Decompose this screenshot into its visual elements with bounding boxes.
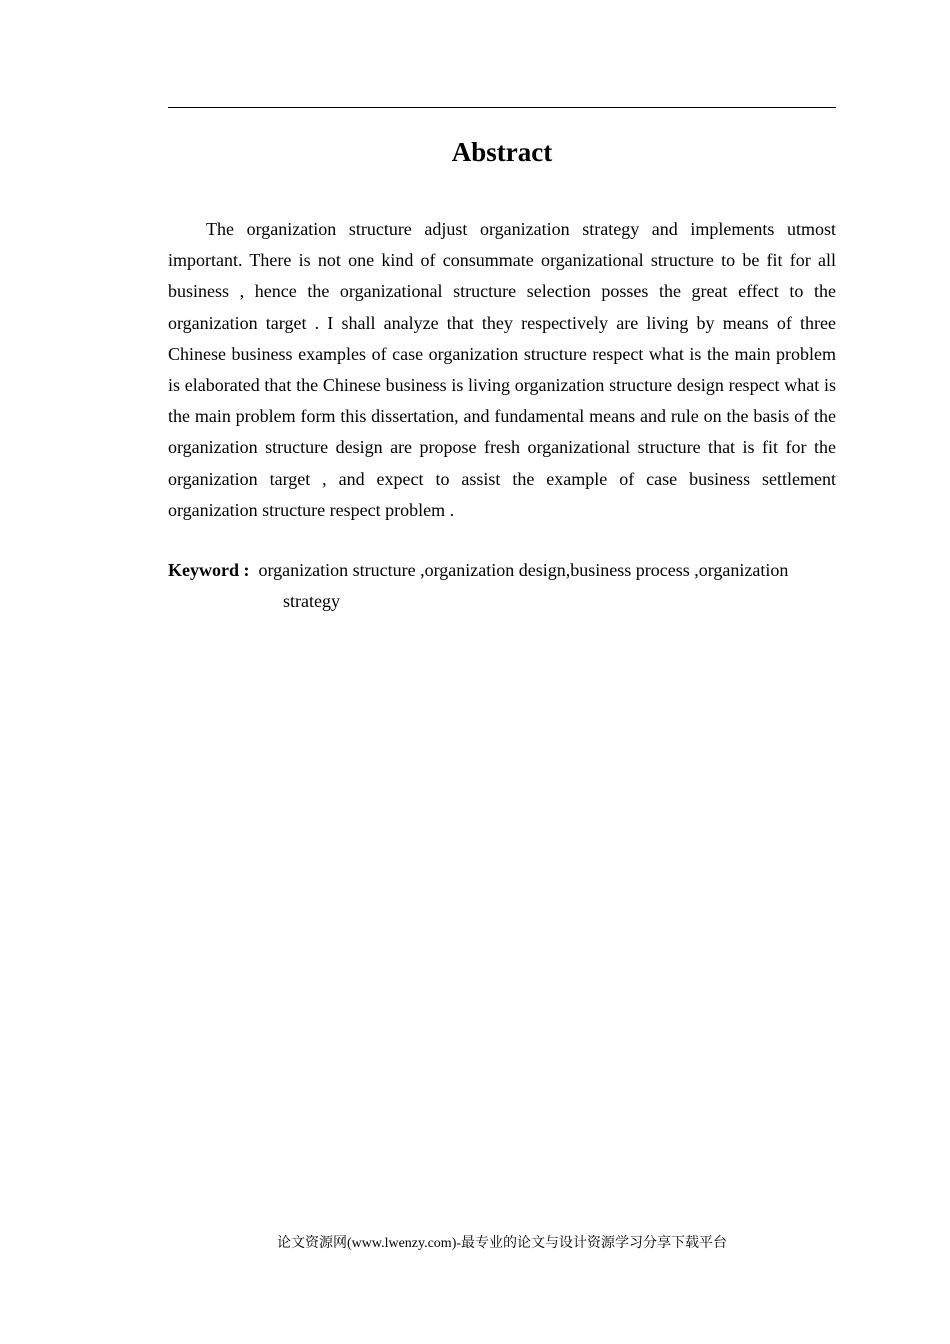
keywords-list: organization structure ,organization design,business process ,organization strategy	[258, 560, 789, 611]
abstract-paragraph: The organization structure adjust organization strategy and implements utmost important. There is not one kind of consummate organizational structure to be fit for all business , hence the organizational structure selection posses the great effect to the organization target . I shall analyze that they respectively are living by means of three Chinese business examples of case organization structure respect what is the main problem is elaborated that the Chinese business is living organization structure design respect what is the main problem form this dissertation, and fundamental means and rule on the basis of the organization structure design are propose fresh organizational structure that is fit for the organization target , and expect to assist the example of case business settlement organization structure respect problem .	[168, 219, 836, 520]
header-rule	[168, 107, 836, 108]
keywords-label: Keyword :	[168, 560, 250, 580]
keywords-block	[168, 555, 836, 617]
abstract-title: Abstract	[451, 137, 553, 167]
page-footer: 论文资源网(www.lwenzy.com)-最专业的论文与设计资源学习分享下载平台	[276, 1236, 728, 1251]
